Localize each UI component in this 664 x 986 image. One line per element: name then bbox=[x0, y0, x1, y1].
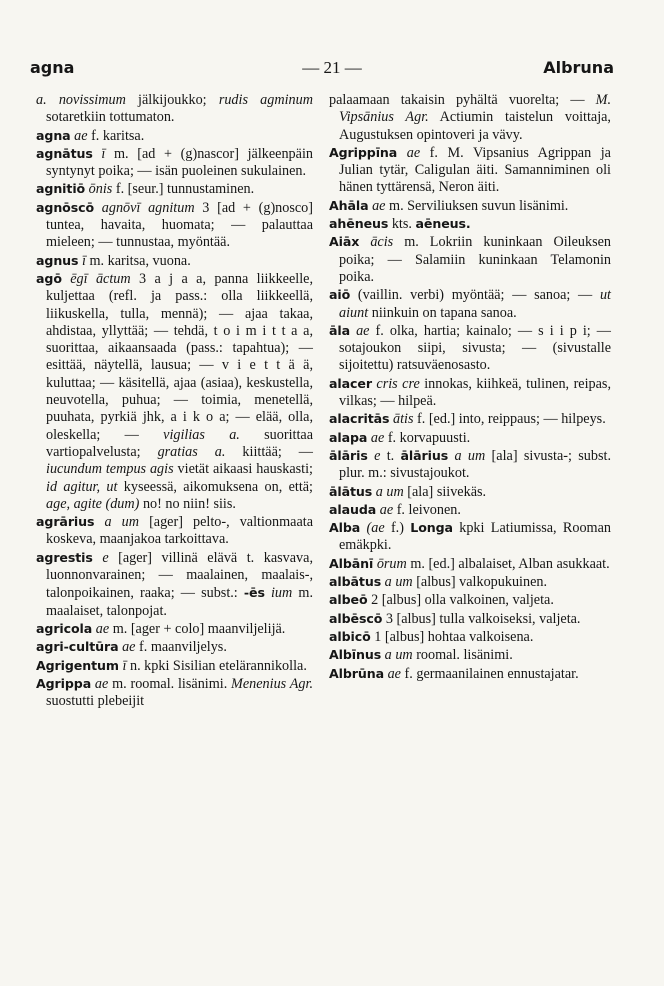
grammar-form: ēgī āctum bbox=[61, 270, 131, 287]
definition-text: [ager] villinä elävä t. kasvava, luonnonvarainen; — maalainen, maalais-, talonpoikainen, raaka; — subst.: bbox=[46, 549, 313, 602]
definition-text: f. karitsa. bbox=[87, 127, 145, 144]
definition-text: f. M. Vipsanius Agrippan ja Julian tytär, Caligulan äiti. Samanniminen oli hänen tyttärensä, Neron äiti. bbox=[339, 144, 611, 196]
grammar-form: ae bbox=[350, 322, 370, 339]
grammar-form: ae bbox=[70, 127, 88, 144]
dictionary-entry bbox=[329, 501, 611, 519]
left-column bbox=[36, 92, 313, 710]
definition-text: m. [ad + (g)nascor] jälkeenpäin syntynyt poika; — isän puoleinen sukulainen. bbox=[46, 145, 313, 180]
headword: Agrigentum bbox=[36, 657, 119, 673]
grammar-form: ī bbox=[118, 657, 127, 674]
definition-text: [ala] sivusta-; subst. plur. m.: sivustajoukot. bbox=[339, 447, 611, 482]
dictionary-entry bbox=[329, 197, 611, 215]
grammar-form: id agitur, ut bbox=[46, 478, 118, 495]
headword: -ēs bbox=[243, 585, 265, 601]
grammar-form: ōrum bbox=[373, 555, 407, 572]
dictionary-entry bbox=[329, 322, 611, 375]
headword: alapa bbox=[329, 429, 368, 445]
definition-text: [albus] valkopukuinen. bbox=[412, 574, 548, 591]
dictionary-entry bbox=[329, 144, 611, 197]
definition-text: kiittää; — bbox=[225, 443, 313, 460]
definition-text: vietät aikaasi hauskasti; bbox=[173, 461, 313, 478]
dictionary-entry bbox=[329, 555, 611, 573]
grammar-form: age, agite (dum) bbox=[46, 495, 140, 512]
headword: alacritās bbox=[329, 411, 390, 427]
definition-text: m. Lokriin kuninkaan Oileuksen poika; — Salamiin kuninkaan Telamonin poika. bbox=[339, 234, 611, 285]
headword: āla bbox=[329, 322, 351, 338]
headword: albicō bbox=[329, 628, 371, 644]
guide-word-left: agna bbox=[30, 58, 75, 77]
definition-text: [ala] siivekäs. bbox=[403, 483, 487, 500]
grammar-form: ae bbox=[367, 429, 385, 446]
headword: Agrippīna bbox=[329, 144, 398, 160]
grammar-form: vigilias a. bbox=[163, 426, 240, 443]
dictionary-entry bbox=[36, 145, 313, 181]
grammar-form: e bbox=[92, 549, 109, 566]
dictionary-entry bbox=[329, 375, 611, 411]
definition-text: roomal. lisänimi. bbox=[412, 647, 513, 664]
definition-text: 3 [ad + (g)nosco] tuntea, havaita, huomata; — palauttaa mieleen; — tunnustaa, myöntää. bbox=[46, 199, 314, 251]
grammar-form: ae bbox=[368, 197, 386, 214]
grammar-form: M. Vipsānius Agr. bbox=[339, 92, 611, 126]
definition-text: m. [ed.] albalaiset, Alban asukkaat. bbox=[406, 555, 610, 572]
grammar-form: gratias a. bbox=[157, 443, 226, 460]
headword: Ahāla bbox=[329, 197, 369, 213]
dictionary-entry bbox=[329, 519, 611, 555]
headword: agri-cultūra bbox=[36, 639, 119, 655]
headword: alauda bbox=[329, 501, 377, 517]
dictionary-entry bbox=[329, 286, 611, 322]
grammar-form: a um bbox=[381, 647, 413, 664]
headword: agnātus bbox=[36, 145, 93, 161]
headword: ālātus bbox=[329, 483, 373, 499]
dictionary-entry bbox=[36, 252, 313, 270]
definition-text: [ager] pelto-, valtionmaata koskeva, maanjakoa tarkoittava. bbox=[46, 514, 313, 548]
grammar-form: ae bbox=[376, 501, 394, 518]
grammar-form: ae bbox=[118, 639, 136, 656]
headword: Albānī bbox=[329, 555, 374, 571]
grammar-form: e bbox=[367, 447, 381, 464]
grammar-form: ī bbox=[92, 145, 106, 162]
headword: agrārius bbox=[36, 514, 95, 530]
headword: Albrūna bbox=[329, 665, 385, 681]
definition-text: m. roomal. lisänimi. bbox=[108, 675, 232, 692]
grammar-form: (ae bbox=[360, 520, 385, 537]
headword: Alba bbox=[329, 520, 361, 536]
dictionary-entry bbox=[329, 215, 611, 233]
definition-text: 3 [albus] tulla valkoiseksi, valjeta. bbox=[382, 610, 581, 627]
definition-text: f. [seur.] tunnustaminen. bbox=[112, 181, 255, 198]
headword: ālāris bbox=[329, 447, 368, 463]
dictionary-entry bbox=[329, 483, 611, 501]
headword: albēscō bbox=[329, 610, 383, 626]
definition-text: niinkuin on tapana sanoa. bbox=[368, 304, 517, 321]
definition-text: f. [ed.] into, reippaus; — hilpeys. bbox=[413, 411, 606, 428]
dictionary-entry bbox=[36, 549, 313, 620]
grammar-form: ae bbox=[384, 665, 401, 682]
grammar-form: cris cre bbox=[371, 375, 420, 392]
definition-text: (vaillin. verbi) myöntää; — sanoa; — bbox=[350, 287, 600, 304]
dictionary-entry bbox=[36, 199, 313, 252]
dictionary-entry bbox=[36, 180, 313, 198]
definition-text: Actiumin taistelun voittaja, Augustuksen opintoveri ja vävy. bbox=[339, 109, 611, 143]
dictionary-entry bbox=[329, 573, 611, 591]
page-number: — 21 — bbox=[302, 58, 362, 77]
definition-text: f. olka, hartia; kainalo; — s i i p i; — sotajoukon siipi, sivusta; — (sivustalle sijoitettu) ratsuväenosasto. bbox=[339, 322, 611, 374]
dictionary-entry bbox=[329, 610, 611, 628]
definition-text: f. maanviljelys. bbox=[135, 639, 227, 656]
definition-text: f.) bbox=[384, 520, 411, 537]
definition-text: kpki Latiumissa, Rooman emäkpki. bbox=[339, 520, 611, 554]
headword: agnitiō bbox=[36, 181, 86, 197]
dictionary-entry bbox=[329, 429, 611, 447]
grammar-form: a um bbox=[381, 574, 413, 591]
definition-text: 1 [albus] hohtaa valkoisena. bbox=[370, 628, 534, 645]
dictionary-entry bbox=[36, 638, 313, 656]
dictionary-entry bbox=[36, 270, 313, 513]
grammar-form: ut aiunt bbox=[339, 287, 611, 321]
dictionary-entry bbox=[329, 233, 611, 286]
headword: aēneus. bbox=[415, 216, 471, 232]
grammar-form: ātis bbox=[389, 411, 414, 428]
headword: alacer bbox=[329, 375, 372, 391]
definition-text: f. korvapuusti. bbox=[384, 429, 471, 446]
dictionary-entry bbox=[36, 92, 313, 127]
grammar-form: a um bbox=[448, 447, 486, 464]
headword: agō bbox=[36, 270, 62, 286]
dictionary-entry bbox=[329, 591, 611, 609]
definition-text: n. kpki Sisilian etelärannikolla. bbox=[126, 657, 307, 674]
grammar-form: a. novissimum bbox=[36, 92, 126, 108]
definition-text: kts. bbox=[388, 216, 416, 233]
dictionary-entry bbox=[36, 620, 313, 638]
grammar-form: ī bbox=[78, 252, 86, 269]
headword: ālārius bbox=[400, 447, 449, 463]
definition-text: suostutti plebeijit bbox=[46, 693, 145, 710]
definition-text: no! no niin! siis. bbox=[139, 495, 236, 512]
grammar-form: Menenius Agr. bbox=[231, 675, 313, 692]
headword: agna bbox=[36, 127, 71, 143]
definition-text: m. Serviliuksen suvun lisänimi. bbox=[385, 197, 569, 214]
grammar-form: ae bbox=[92, 620, 110, 637]
grammar-form: iucundum tempus agis bbox=[46, 461, 174, 478]
grammar-form: ae bbox=[91, 675, 109, 692]
headword: aiō bbox=[329, 287, 351, 303]
headword: agnōscō bbox=[36, 199, 95, 215]
definition-text: suorittaa vartiopalvelusta; bbox=[46, 426, 313, 460]
definition-text: f. germaanilainen ennustajatar. bbox=[400, 665, 579, 682]
definition-text: f. leivonen. bbox=[393, 501, 461, 518]
headword: agrestis bbox=[36, 549, 93, 565]
dictionary-entry bbox=[329, 628, 611, 646]
guide-word-right: Albruna bbox=[543, 58, 614, 77]
definition-text: t. bbox=[380, 447, 401, 464]
dictionary-entry bbox=[329, 92, 611, 144]
headword: agnus bbox=[36, 252, 79, 268]
headword: Longa bbox=[410, 520, 453, 536]
headword: Agrippa bbox=[36, 675, 92, 691]
definition-text: kyseessä, aikomuksena on, että; bbox=[117, 478, 313, 495]
dictionary-entry bbox=[329, 646, 611, 664]
headword: Aiāx bbox=[329, 234, 360, 250]
definition-text: m. [ager + colo] maanviljelijä. bbox=[109, 620, 286, 637]
grammar-form: a um bbox=[372, 483, 404, 500]
dictionary-entry bbox=[329, 447, 611, 483]
grammar-form: ōnis bbox=[85, 181, 113, 198]
definition-text: innokas, kiihkeä, tulinen, reipas, vilkas; — hilpeä. bbox=[339, 375, 611, 410]
dictionary-entry bbox=[36, 127, 313, 145]
headword: agricola bbox=[36, 620, 93, 636]
definition-text: m. karitsa, vuona. bbox=[85, 252, 191, 269]
dictionary-entry bbox=[36, 675, 313, 711]
definition-text: jälkijoukko; bbox=[125, 92, 219, 108]
grammar-form: ae bbox=[397, 144, 421, 161]
grammar-form: ācis bbox=[359, 234, 394, 251]
grammar-form: rudis agminum bbox=[218, 92, 313, 108]
headword: albeō bbox=[329, 592, 368, 608]
definition-text: 3 a j a a, panna liikkeelle, kuljettaa (refl. ja pass.: olla liikkeellä, liikuskella, tulla, mennä); — ajaa takaa, ahdistaa, yllyttää; — tehdä, t o i m i t t a a, suorittaa, aikaansaada (pass.: tapahtua); — esittää, näytellä, lausua; — v i e t t ä ä, kuluttaa; — käsitellä, ajaa (asiaa), keskustella, neuvotella, puhua; — toimia, menetellä, puuhata, pyrkiä jhk, a i k o a; — elää, olla, oleskella; — bbox=[46, 270, 313, 443]
dictionary-entry bbox=[36, 657, 313, 675]
grammar-form: a um bbox=[94, 514, 139, 531]
dictionary-entry bbox=[329, 410, 611, 428]
definition-text: 2 [albus] olla valkoinen, valjeta. bbox=[367, 592, 554, 609]
right-column bbox=[329, 92, 611, 683]
headword: Albīnus bbox=[329, 647, 382, 663]
definition-text: m. maalaiset, talonpojat. bbox=[46, 585, 313, 619]
dictionary-entry bbox=[36, 513, 313, 549]
definition-text: palaamaan takaisin pyhältä vuorelta; — bbox=[329, 92, 596, 108]
definition-text: sotaretkiin tottumaton. bbox=[46, 109, 175, 126]
dictionary-entry bbox=[329, 665, 611, 683]
headword: ahēneus bbox=[329, 216, 389, 232]
headword: albātus bbox=[329, 574, 382, 590]
grammar-form: ium bbox=[264, 585, 293, 602]
grammar-form: agnōvī agnitum bbox=[94, 199, 195, 216]
